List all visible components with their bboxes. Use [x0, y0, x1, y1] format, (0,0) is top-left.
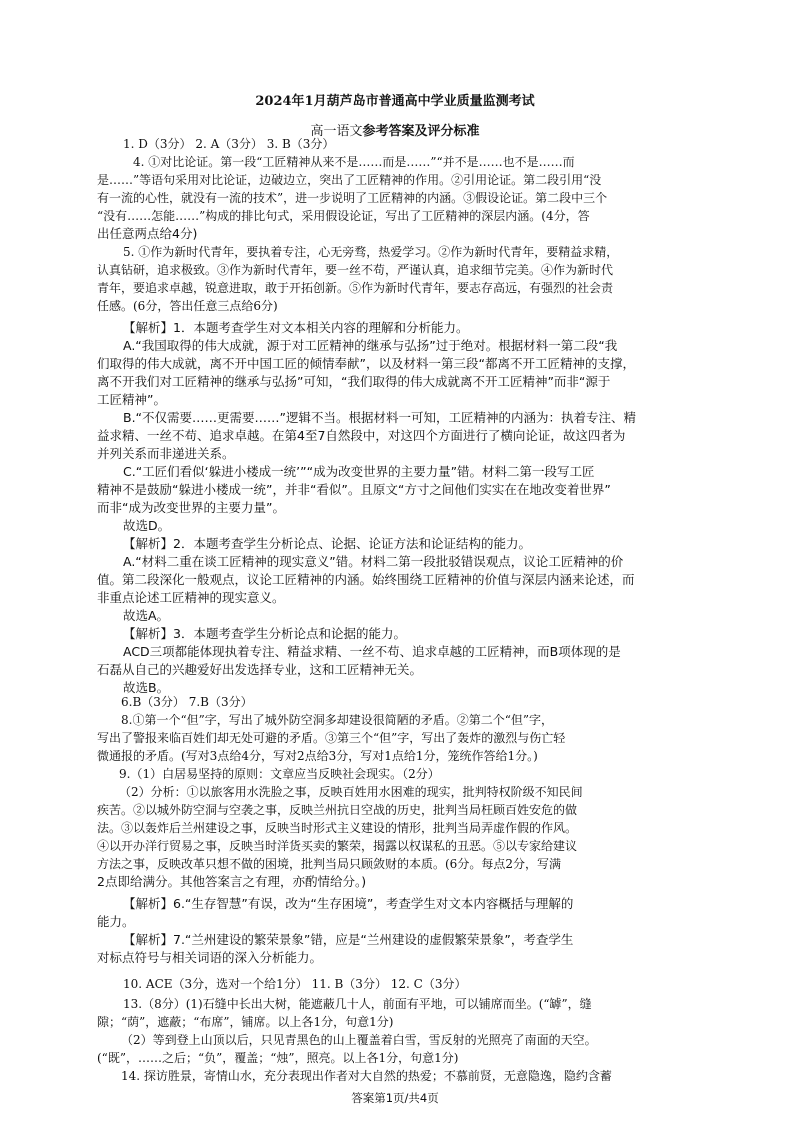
answer-line: 认真钻研，追求极致。③作为新时代青年，要一丝不苟，严谨认真，追求细节完美。④作为新时代	[97, 263, 614, 277]
analysis-line: 能力。	[97, 914, 135, 929]
analysis-line: 非重点论述工匠精神的现实意义。	[97, 590, 285, 605]
analysis-line: 故选A。	[123, 608, 170, 623]
answer-line: 微通报的矛盾。(写对3点给4分，写对2点给3分，写对1点给1分，笼统作答给1分。)	[97, 749, 538, 763]
analysis-line: A.“我国取得的伟大成就，源于对工匠精神的继承与弘扬”过于绝对。根据材料一第二段“我	[123, 338, 618, 353]
answer-line: 法。③以轰炸后兰州建设之事，反映当时形式主义建设的情形，批判当局弄虚作假的作风。	[97, 821, 578, 835]
page-footer: 答案第1页/共4页	[351, 1091, 439, 1105]
analysis-line: 【解析】1．本题考查学生对文本相关内容的理解和分析能力。	[123, 320, 469, 335]
answer-line: 13.（8分）(1)石缝中长出大树，能遮蔽几十人，前面有平地，可以铺席而坐。(“罅”，缝	[123, 997, 592, 1011]
analysis-line: 【解析】6.“生存智慧”有误，改为“生存困境”，考查学生对文本内容概括与理解的	[123, 896, 574, 911]
answer-line: 青年，要追求卓越，锐意进取，敢于开拓创新。⑤作为新时代青年，要志存高远，有强烈的社会责	[97, 281, 614, 295]
subtitle-prefix: 高一语文	[310, 124, 363, 139]
analysis-line: 工匠精神”。	[97, 392, 166, 407]
answer-line: 9.（1）白居易坚持的原则：文章应当反映社会现实。（2分）	[119, 767, 440, 781]
analysis-line: 石磊从自己的兴趣爱好出发选择专业，这和工匠精神无关。	[97, 662, 423, 677]
answer-line: ④以开办洋行贸易之事，反映当时洋货买卖的繁荣，揭露以权谋私的丑恶。⑤以专家给建议	[97, 839, 578, 853]
analysis-line: 益求精、一丝不苟、追求卓越。在第4至7自然段中，对这四个方面进行了横向论证，故这四者为	[97, 428, 626, 443]
analysis-line: 们取得的伟大成就，离不开中国工匠的倾情奉献”，以及材料一第三段“都离不开工匠精神的支撑，	[97, 356, 635, 371]
subtitle-bold: 参考答案及评分标准	[362, 124, 480, 139]
analysis-line: ACD三项都能体现执着专注、精益求精、一丝不苟、追求卓越的工匠精神，而B项体现的是	[123, 644, 621, 659]
answer-line: (“既”，……之后；“负”，覆盖；“烛”，照亮。以上各1分，句意1分)	[97, 1051, 459, 1065]
answer-line: （2）分析：①以旅客用水洗脸之事，反映百姓用水困难的现实，批判特权阶级不知民间	[119, 785, 583, 799]
answer-line: 8.①第一个“但”字，写出了城外防空洞多却建设很简陋的矛盾。②第二个“但”字，	[121, 713, 553, 727]
answer-line: 方法之事，反映改革只想不做的困境，批判当局只顾敛财的本质。(6分。每点2分，写满	[97, 857, 561, 871]
answer-line: 10. ACE（3分，选对一个给1分） 11. B（3分） 12. C（3分）	[123, 977, 467, 991]
analysis-line: A.“材料二重在谈工匠精神的现实意义”错。材料二第一段批驳错误观点，议论工匠精神的价	[123, 554, 624, 569]
analysis-line: 【解析】7.“兰州建设的繁荣景象”错，应是“兰州建设的虚假繁荣景象”，考查学生	[123, 932, 574, 947]
analysis-line: B.“不仅需要……更需要……”逻辑不当。根据材料一可知，工匠精神的内涵为：执着专注、精	[123, 410, 637, 425]
analysis-line: 对标点符号与相关词语的深入分析能力。	[97, 950, 323, 965]
answer-line: 4. ①对比论证。第一段“工匠精神从来不是……而是……”“并不是……也不是……而	[133, 155, 575, 169]
answer-line: 有一流的心性，就没有一流的技术”，进一步说明了工匠精神的内涵。③假设论证。第二段中三个	[97, 191, 608, 205]
analysis-line: 离不开我们对工匠精神的继承与弘扬”可知，“我们取得的伟大成就离不开工匠精神”而非“源于	[97, 374, 611, 389]
analysis-line: 而非“成为改变世界的主要力量”。	[97, 500, 285, 515]
analysis-line: 【解析】2．本题考查学生分析论点、论据、论证方法和论证结构的能力。	[123, 536, 531, 551]
answer-line: 2点即给满分。其他答案言之有理，亦酌情给分。)	[97, 874, 367, 889]
answer-line: 隙；“荫”，遮蔽；“布席”，铺席。以上各1分，句意1分)	[97, 1015, 394, 1029]
page-title: 2024年1月葫芦岛市普通高中学业质量监测考试	[255, 94, 535, 109]
answer-line: 14. 探访胜景，寄情山水，充分表现出作者对大自然的热爱；不慕前贤，无意隐逸，隐约含蓄	[121, 1069, 612, 1083]
answer-line: 5. ①作为新时代青年，要执着专注，心无旁骛，热爱学习。②作为新时代青年，要精益求精，	[123, 245, 619, 259]
analysis-line: 精神不是鼓励“躲进小楼成一统”，并非“看似”。且原文“方寸之间他们实实在在地改变着世界”	[97, 482, 611, 497]
analysis-line: 值。第二段深化一般观点，议论工匠精神的内涵。始终围绕工匠精神的价值与深层内涵来论述，而	[97, 572, 635, 587]
answer-line: 1. D（3分） 2. A（3分） 3. B（3分）	[123, 137, 335, 151]
analysis-line: 故选D。	[123, 518, 171, 533]
answer-line: 疾苦。②以城外防空洞与空袭之事，反映兰州抗日空战的历史，批判当局枉顾百姓安危的做	[97, 803, 578, 817]
analysis-line: 故选B。	[123, 680, 170, 695]
answer-line: 写出了警报来临百姓们却无处可避的矛盾。③第三个“但”字，写出了轰炸的激烈与伤亡轻	[97, 731, 566, 745]
answer-line: 任感。(6分，答出任意三点给6分)	[97, 299, 278, 313]
answer-line: （2）等到登上山顶以后，只见青黑色的山上覆盖着白雪，雪反射的光照亮了南面的天空。	[121, 1033, 597, 1047]
answer-line: 是……”等语句采用对比论证，边破边立，突出了工匠精神的作用。②引用论证。第二段引用“没	[97, 173, 602, 187]
analysis-line: 【解析】3．本题考查学生分析论点和论据的能力。	[123, 626, 406, 641]
analysis-line: 并列关系而非递进关系。	[97, 446, 235, 461]
answer-line: 6.B（3分） 7.B（3分）	[121, 695, 253, 709]
answer-line: “没有……怎能……”构成的排比句式，采用假设论证，写出了工匠精神的深层内涵。(4分，答	[97, 209, 590, 223]
answer-line: 出任意两点给4分)	[97, 226, 198, 241]
analysis-line: C.“工匠们看似‘躲进小楼成一统’”“成为改变世界的主要力量”错。材料二第一段写工匠	[123, 464, 595, 479]
